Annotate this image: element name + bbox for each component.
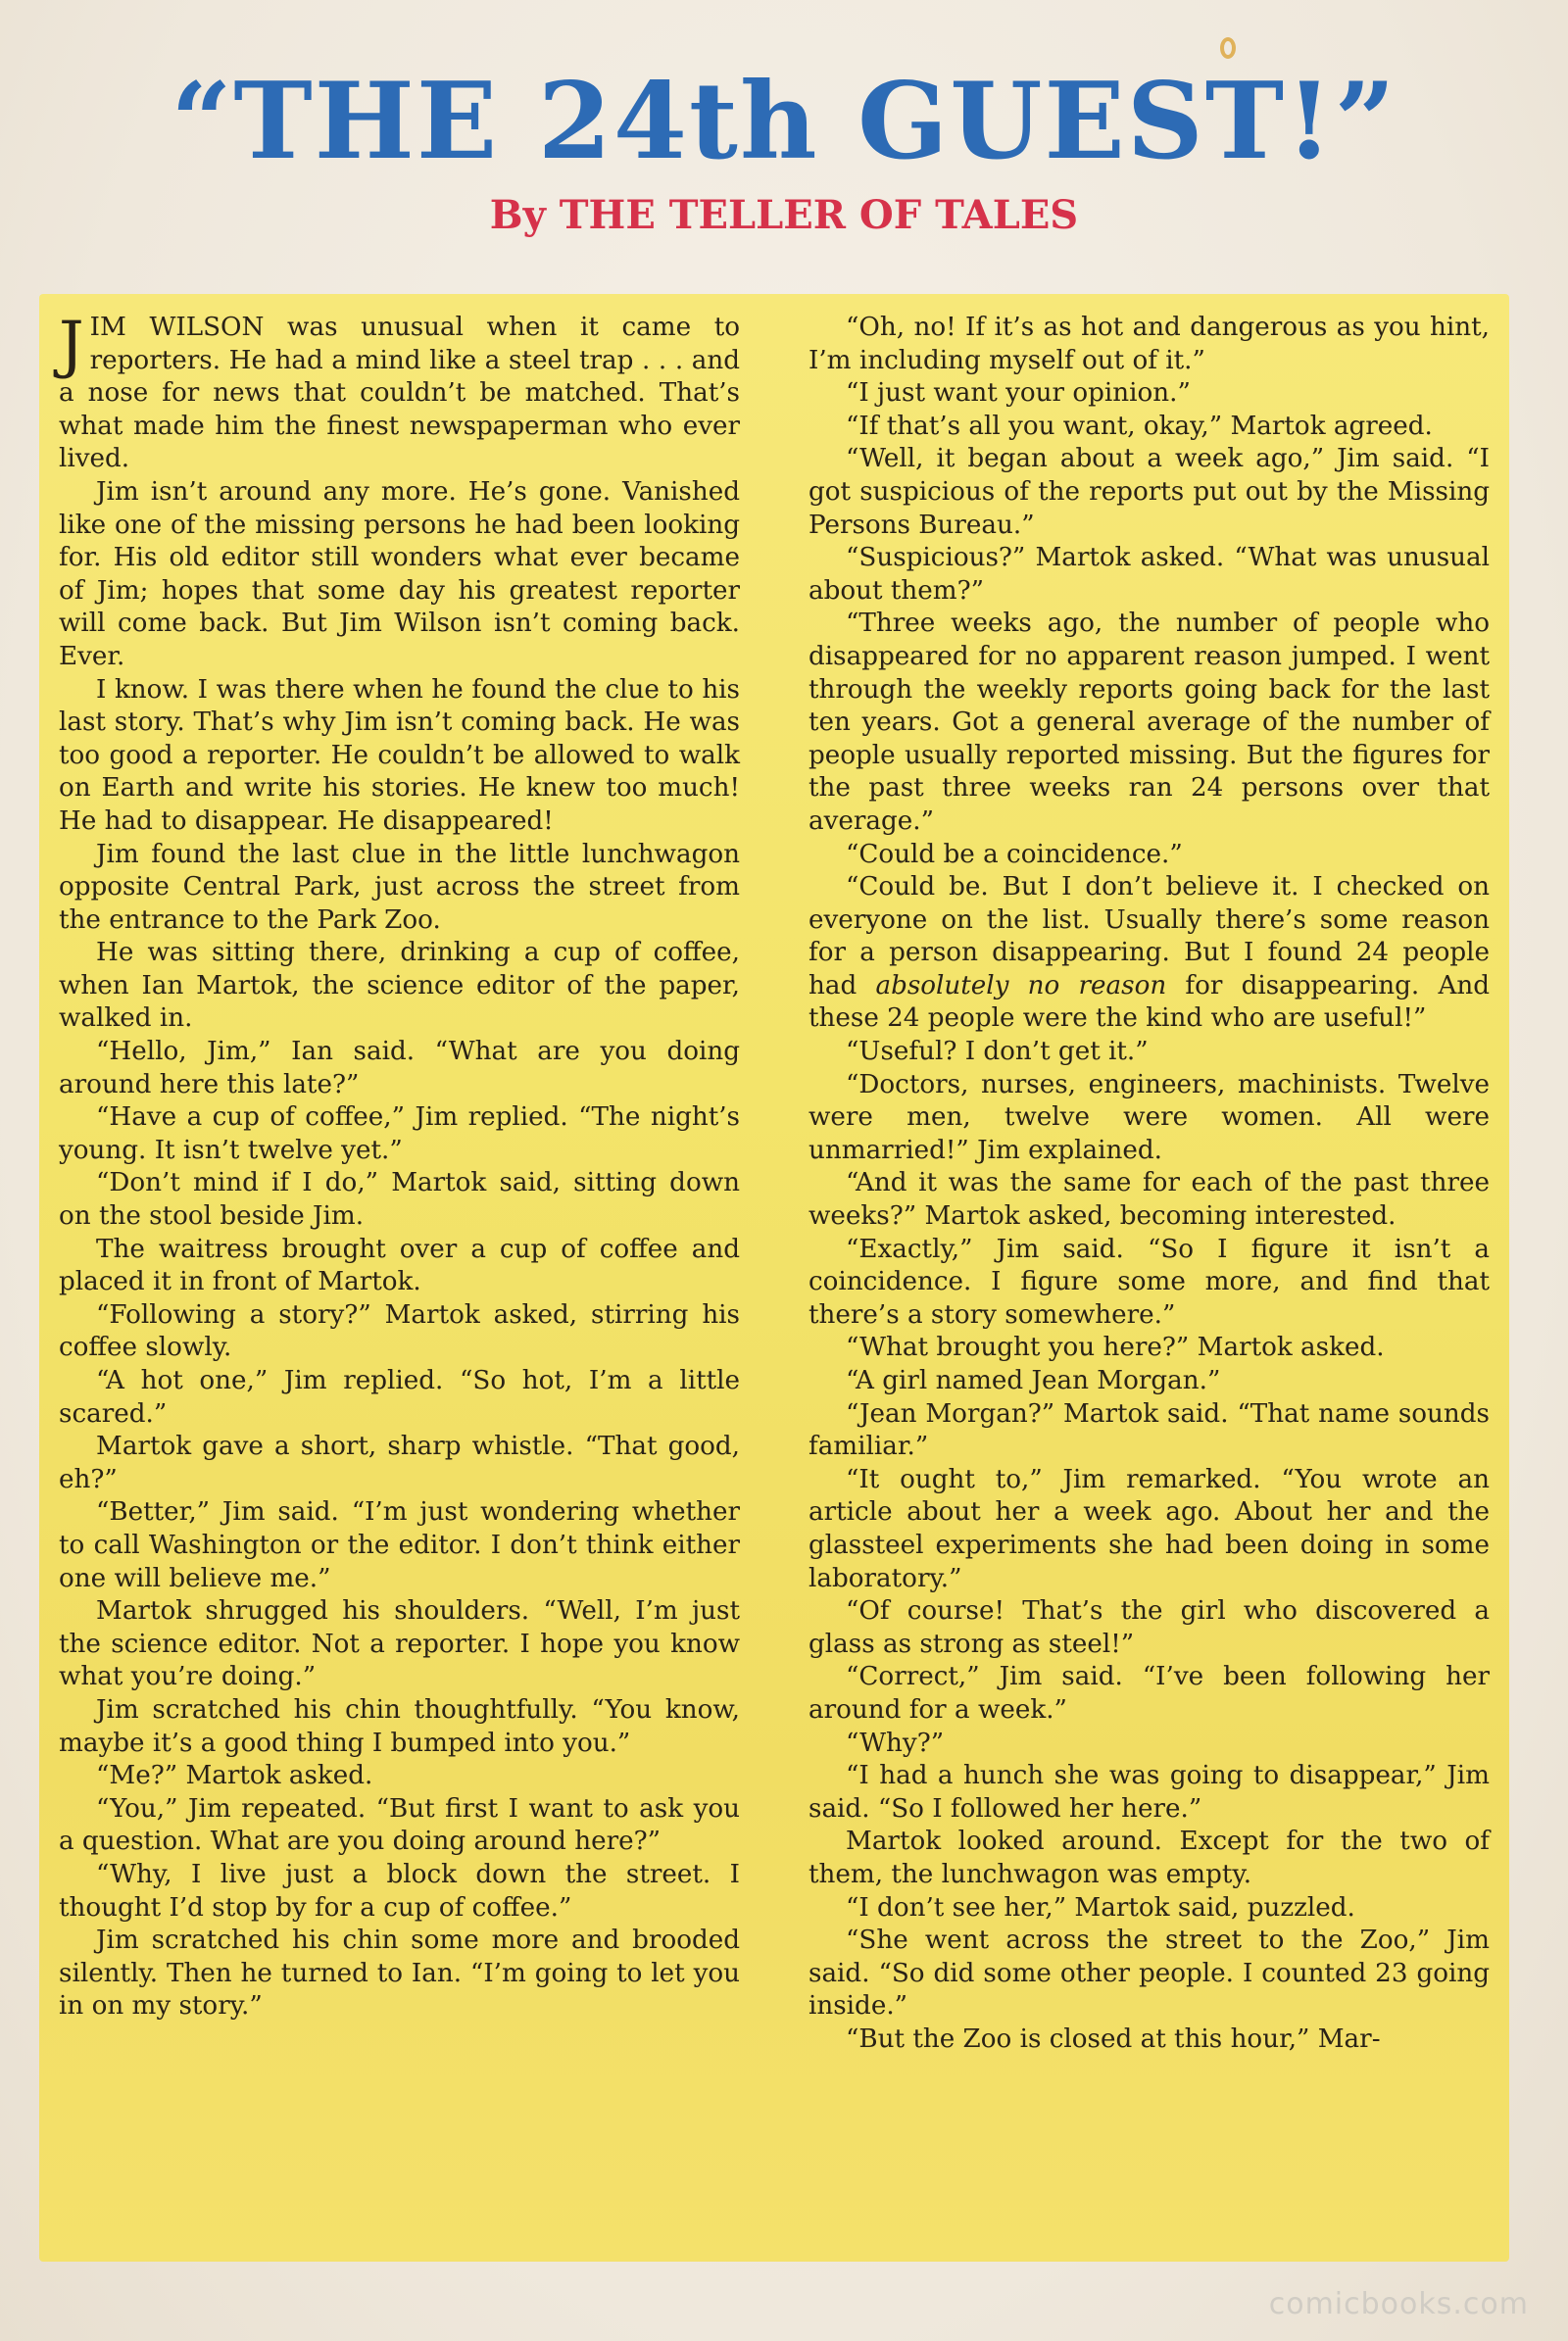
site-watermark: comicbooks.com — [1268, 2287, 1529, 2321]
paragraph: He was sitting there, drinking a cup of coffee, when Ian Martok, the science editor of the paper, walked in. — [59, 938, 740, 1034]
paragraph: “Of course! That’s the girl who discovered a glass as strong as steel!” — [808, 1596, 1490, 1659]
paragraph-text: IM WILSON was unusual when it came to reporters. He had a mind like a steel trap . . . and a nose for news that couldn’t be matched. That’s what made him the finest newspaperman who ever lived. — [59, 313, 740, 474]
paragraph: “Oh, no! If it’s as hot and dangerous as you hint, I’m including myself out of it.” — [808, 313, 1490, 375]
paragraph: Martok shrugged his shoulders. “Well, I’m just the science editor. Not a reporter. I hope you know what you’re doing.” — [59, 1596, 740, 1692]
paragraph: “Useful? I don’t get it.” — [846, 1037, 1149, 1067]
paragraph — [808, 871, 1490, 1036]
paragraph: “Correct,” Jim said. “I’ve been following her around for a week.” — [808, 1662, 1490, 1725]
paragraph: “I just want your opinion.” — [846, 378, 1191, 409]
paragraph: “What brought you here?” Martok asked. — [846, 1333, 1385, 1363]
paragraph: “I don’t see her,” Martok said, puzzled. — [846, 1892, 1355, 1923]
paragraph: “Why, I live just a block down the street. I thought I’d stop by for a cup of coffee.” — [59, 1859, 740, 1923]
paragraph: “I had a hunch she was going to disappear,” Jim said. “So I followed her here.” — [808, 1761, 1490, 1824]
paragraph: “Well, it began about a week ago,” Jim said. “I got suspicious of the reports put out by the Missing Persons Bureau.” — [808, 444, 1490, 540]
story-byline: By THE TELLER OF TALES — [489, 192, 1079, 238]
paragraph: “It ought to,” Jim remarked. “You wrote an article about her a week ago. About her and the glassteel experiments she had been doing in some laboratory.” — [808, 1464, 1490, 1593]
paragraph: The waitress brought over a cup of coffee and placed it in front of Martok. — [59, 1234, 740, 1297]
paragraph: “She went across the street to the Zoo,” Jim said. “So did some other people. I counted 23 going inside.” — [808, 1926, 1490, 2022]
paragraph: “Have a cup of coffee,” Jim replied. “The night’s young. It isn’t twelve yet.” — [59, 1102, 740, 1165]
paragraph: “Why?” — [846, 1728, 945, 1758]
paragraph: Martok gave a short, sharp whistle. “That good, eh?” — [59, 1432, 740, 1494]
paragraph: Jim scratched his chin thoughtfully. “You know, maybe it’s a good thing I bumped into you.” — [59, 1694, 740, 1758]
paragraph: “Better,” Jim said. “I’m just wondering whether to call Washington or the editor. I don’t think either one will believe me.” — [59, 1497, 740, 1593]
paragraph: “And it was the same for each of the past three weeks?” Martok asked, becoming interested. — [808, 1168, 1490, 1232]
paragraph: “Don’t mind if I do,” Martok said, sitting down on the stool beside Jim. — [59, 1168, 740, 1232]
paragraph: “Exactly,” Jim said. “So I figure it isn’t a coincidence. I figure some more, and find that there’s a story somewhere.” — [808, 1234, 1490, 1330]
paragraph: “Three weeks ago, the number of people who disappeared for no apparent reason jumped. I went through the weekly reports going back for the last ten years. Got a general average of the number of people usually reported missing. But the figures for the past three weeks ran 24 persons over that average.” — [808, 609, 1490, 836]
paragraph: “A hot one,” Jim replied. “So hot, I’m a little scared.” — [59, 1366, 740, 1429]
paragraph: “Following a story?” Martok asked, stirring his coffee slowly. — [59, 1299, 740, 1363]
paragraph-text: “Could be. But I don’t believe it. I checked on everyone on the list. Usually there’s some reason for a person disappearing. But I found 24 people had — [808, 872, 1490, 1000]
left-column — [59, 309, 740, 2242]
paragraph: “A girl named Jean Morgan.” — [846, 1366, 1221, 1395]
paragraph: “But the Zoo is closed at this hour,” Mar- — [846, 2024, 1381, 2054]
text-panel — [39, 294, 1509, 2262]
paragraph: “Me?” Martok asked. — [96, 1761, 373, 1791]
paragraph: “Doctors, nurses, engineers, machinists. Twelve were men, twelve were women. All were unmarried!” Jim explained. — [808, 1069, 1490, 1165]
paragraph: “Hello, Jim,” Ian said. “What are you doing around here this late?” — [59, 1037, 740, 1099]
paragraph: Jim scratched his chin some more and brooded silently. Then he turned to Ian. “I’m going to let you in on my story.” — [59, 1926, 740, 2022]
paragraph: Jim found the last clue in the little lunchwagon opposite Central Park, just across the street from the entrance to the Park Zoo. — [59, 839, 740, 935]
paragraph: “Jean Morgan?” Martok said. “That name sounds familiar.” — [808, 1398, 1490, 1462]
paragraph-text: for disappearing. And these 24 people were the kind who are useful!” — [808, 970, 1490, 1034]
paragraph: Martok looked around. Except for the two of them, the lunchwagon was empty. — [808, 1827, 1490, 1889]
drop-cap: J — [59, 309, 84, 381]
paragraph: “Suspicious?” Martok asked. “What was unusual about them?” — [808, 543, 1490, 606]
emphasis-text: absolutely no reason — [875, 970, 1167, 1000]
right-column — [808, 312, 1490, 2242]
paragraph: I know. I was there when he found the clue to his last story. That’s why Jim isn’t coming back. He was too good a reporter. He couldn’t be allowed to walk on Earth and write his stories. He knew too much! He had to disappear. He disappeared! — [59, 674, 740, 836]
paragraph: Jim isn’t around any more. He’s gone. Vanished like one of the missing persons he had been looking for. His old editor still wonders what ever became of Jim; hopes that some day his greatest reporter will come back. But Jim Wilson isn’t coming back. Ever. — [59, 476, 740, 671]
paper-stain — [1220, 37, 1236, 59]
paragraph: “You,” Jim repeated. “But first I want to ask you a question. What are you doing around here?” — [59, 1793, 740, 1857]
paragraph: “If that’s all you want, okay,” Martok agreed. — [846, 411, 1433, 441]
story-title: “THE 24th GUEST!” — [171, 60, 1397, 183]
paragraph — [59, 309, 740, 476]
paragraph: “Could be a coincidence.” — [846, 839, 1183, 869]
